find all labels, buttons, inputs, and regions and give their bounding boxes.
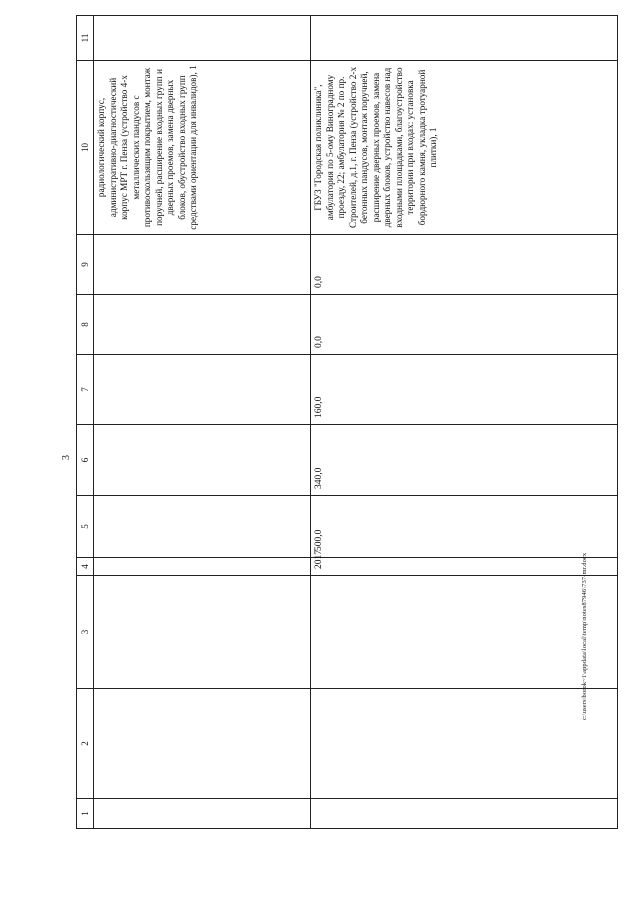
value-cell: 340,0 bbox=[311, 425, 618, 496]
table-cell bbox=[311, 16, 618, 61]
value-cell: 500,0 bbox=[311, 496, 618, 558]
column-header: 5 bbox=[77, 496, 94, 558]
table-cell bbox=[94, 689, 311, 799]
column-header: 8 bbox=[77, 295, 94, 355]
column-header: 11 bbox=[77, 16, 94, 61]
header-row bbox=[77, 16, 94, 829]
column-header: 3 bbox=[77, 576, 94, 689]
column-header: 6 bbox=[77, 425, 94, 496]
column-header: 4 bbox=[77, 558, 94, 576]
value-cell bbox=[94, 425, 311, 496]
year-cell bbox=[94, 558, 311, 576]
value-cell bbox=[94, 295, 311, 355]
description-cell: ГБУЗ "Городская поликлиника", амбулатория по 5-ому Виноградному проезду, 22; амбулатория № 2 по пр. Строителей, д.1, г. Пенза (устройство 2-х бетонных пандусов, монтаж поручней, расширение дверных проемов, замена дверных блоков, устройство навесов над входными площадками, благоустройство территории при входах: установка бордюрного камня, укладка тротуарной плитки), 1 bbox=[311, 61, 618, 235]
value-cell: 160,0 bbox=[311, 355, 618, 425]
column-header: 9 bbox=[77, 235, 94, 295]
value-cell bbox=[94, 235, 311, 295]
column-header: 1 bbox=[77, 799, 94, 829]
value-cell bbox=[94, 355, 311, 425]
table-cell bbox=[94, 576, 311, 689]
table-cell bbox=[311, 799, 618, 829]
column-header: 2 bbox=[77, 689, 94, 799]
year-cell: 2017 bbox=[311, 558, 618, 576]
column-header: 10 bbox=[77, 61, 94, 235]
table-cell bbox=[94, 16, 311, 61]
table-cell bbox=[94, 799, 311, 829]
column-header: 7 bbox=[77, 355, 94, 425]
data-table bbox=[76, 15, 618, 829]
footer-file-path: c:\users\borok~1\appdata\local\temp\notes87946\737-mr.docx bbox=[581, 552, 588, 720]
table-cell bbox=[311, 689, 618, 799]
value-cell: 0,0 bbox=[311, 295, 618, 355]
table-container bbox=[76, 16, 618, 829]
table-row bbox=[94, 16, 311, 829]
value-cell bbox=[94, 496, 311, 558]
table-row bbox=[311, 16, 618, 829]
value-cell: 0,0 bbox=[311, 235, 618, 295]
page-number: 3 bbox=[61, 455, 72, 460]
description-cell: радиологический корпус, административно-диагностический корпус МРТ г. Пенза (устройство 4-х металлических пандусов с противоскользящим покрытием, монтаж поручней, расширение входных групп и дверных проемов, замена дверных блоков, обустройство входных групп средствами ориентации для инвалидов), 1 bbox=[94, 61, 311, 235]
table-cell bbox=[311, 576, 618, 689]
